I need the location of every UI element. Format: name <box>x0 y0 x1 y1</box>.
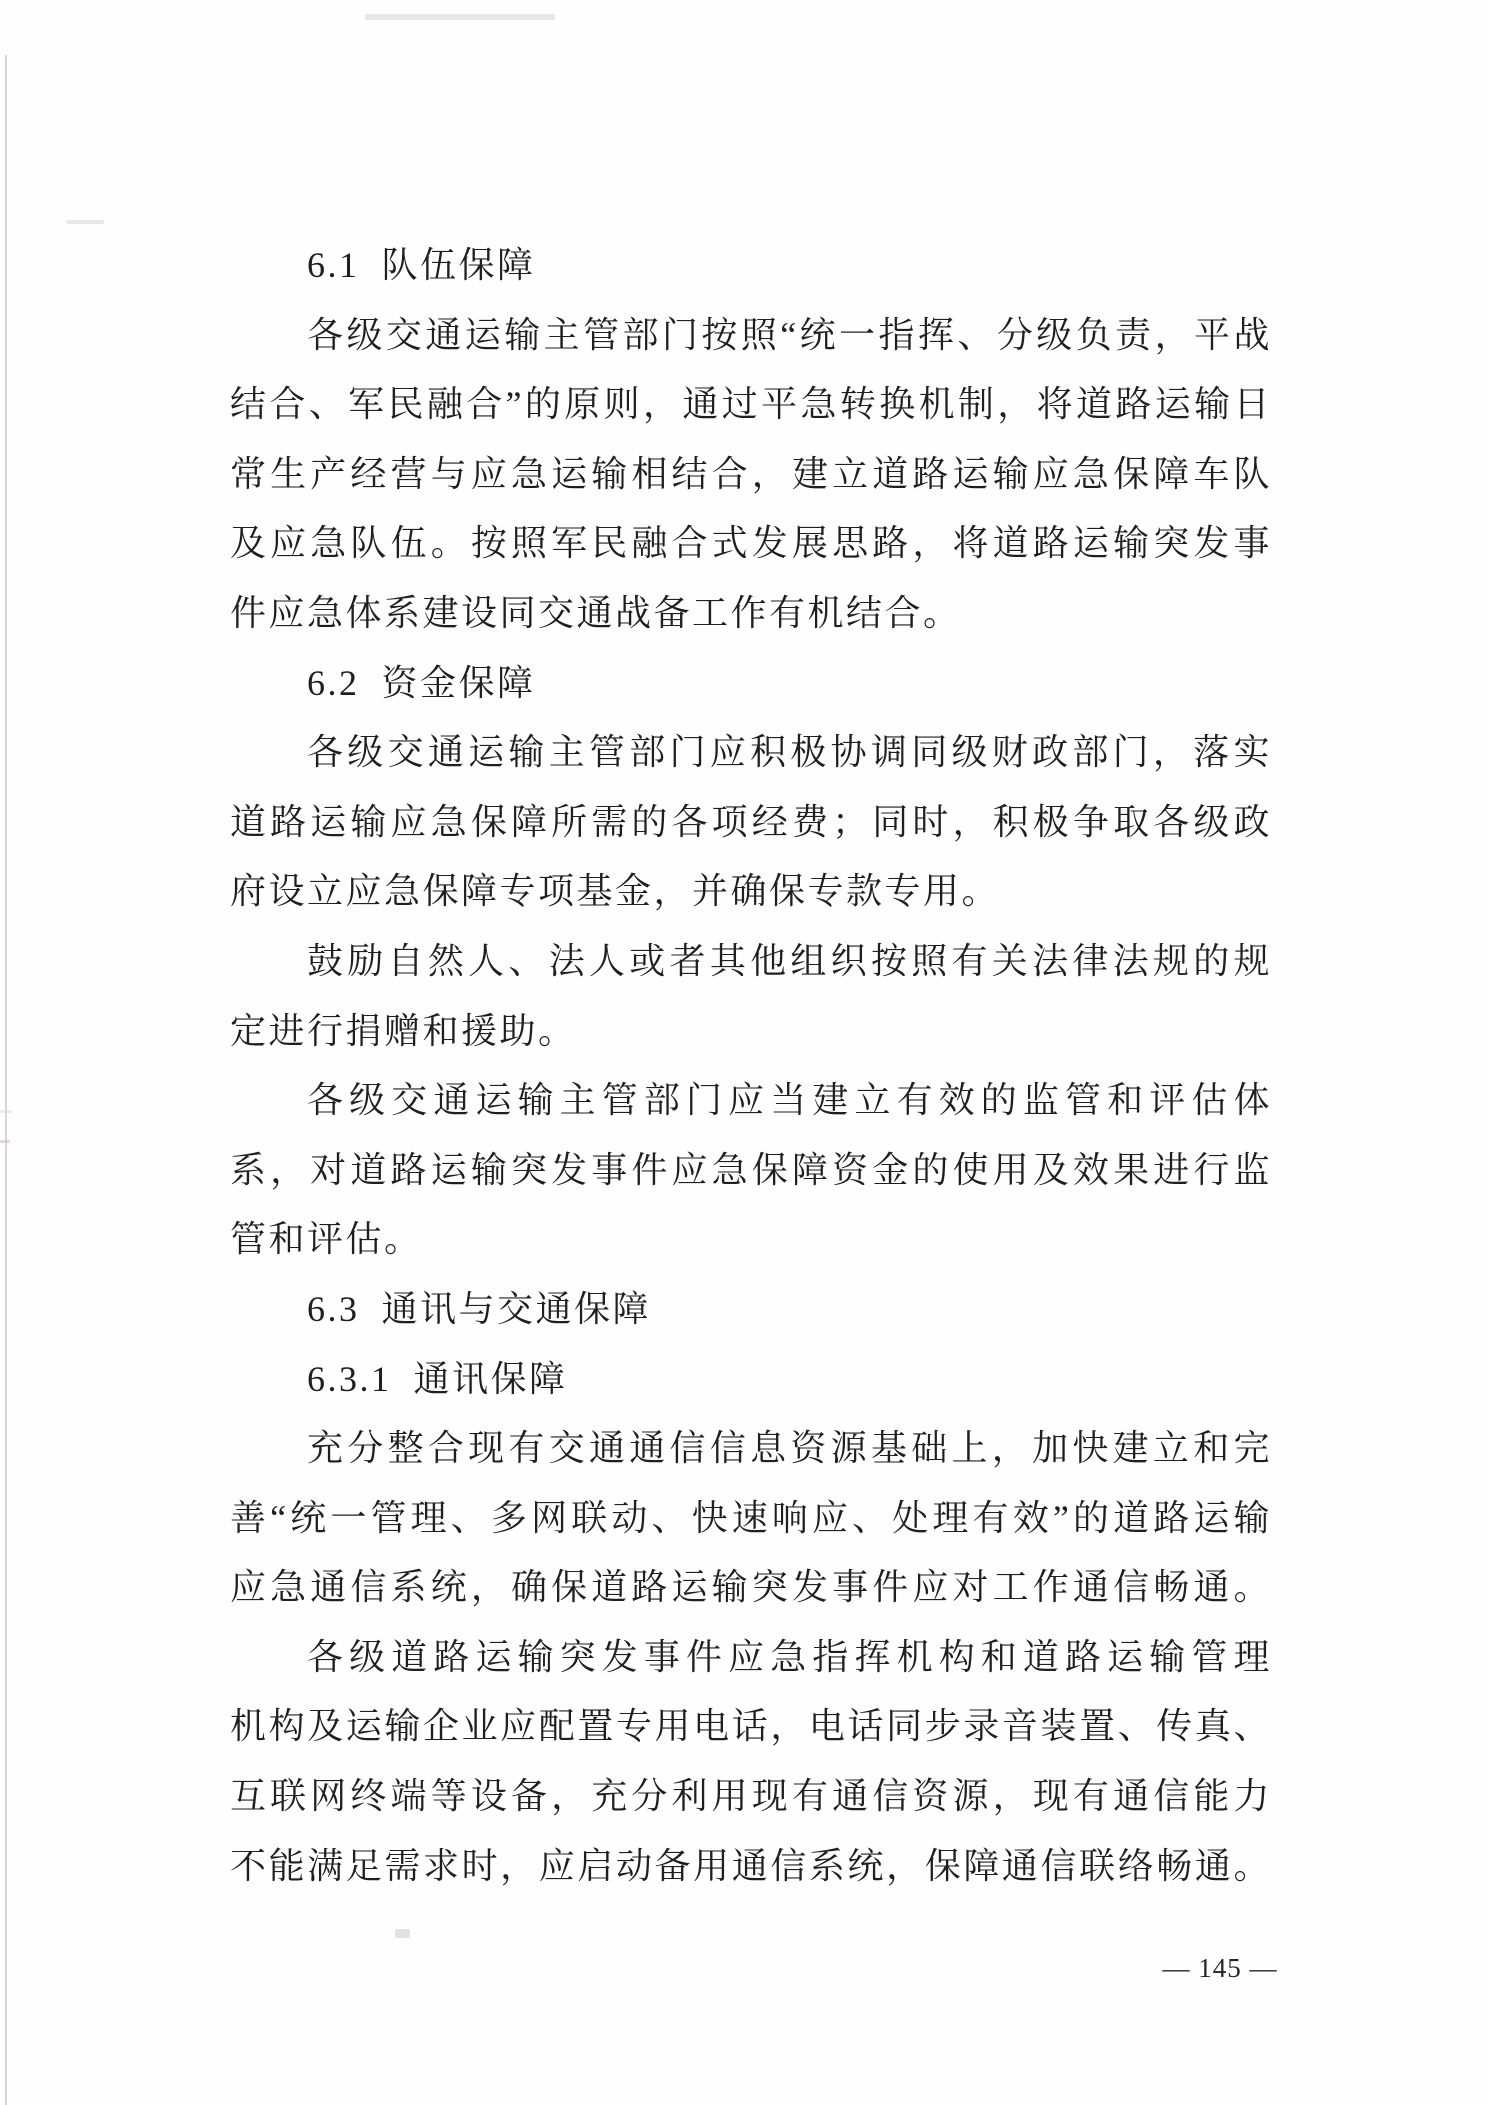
section-number: 6.3.1 <box>307 1358 392 1399</box>
section-heading <box>230 1345 1272 1415</box>
paragraph-line: 系，对道路运输突发事件应急保障资金的使用及效果进行监 <box>230 1149 1272 1190</box>
section-heading <box>230 231 1272 301</box>
scan-artifact-smudge <box>0 1110 12 1113</box>
paragraph-line: 常生产经营与应急运输相结合，建立道路运输应急保障车队 <box>230 453 1272 494</box>
section-title: 资金保障 <box>381 662 536 703</box>
paragraph-line: 各级交通运输主管部门应积极协调同级财政部门，落实 <box>307 732 1272 773</box>
scan-artifact-smudge <box>365 14 555 20</box>
paragraph-line: 互联网终端等设备，充分利用现有通信资源，现有通信能力 <box>230 1776 1272 1817</box>
page-number: — 145 — <box>1162 1953 1278 1983</box>
section-title: 队伍保障 <box>381 245 536 285</box>
paragraph-line: 各级交通运输主管部门应当建立有效的监管和评估体 <box>307 1080 1272 1121</box>
section-heading <box>230 649 1272 719</box>
paragraph-line: 不能满足需求时，应启动备用通信系统，保障通信联络畅通。 <box>230 1845 1272 1886</box>
scan-artifact-smudge <box>66 220 104 224</box>
section-heading <box>230 1275 1272 1345</box>
section-title: 通讯与交通保障 <box>381 1288 652 1329</box>
section-number: 6.1 <box>307 245 360 285</box>
paragraph-line: 机构及运输企业应配置专用电话，电话同步录音装置、传真、 <box>230 1706 1272 1747</box>
paragraph-line: 管和评估。 <box>230 1219 423 1260</box>
section-number: 6.2 <box>307 662 360 703</box>
paragraph-line: 充分整合现有交通通信信息资源基础上，加快建立和完 <box>307 1428 1272 1469</box>
paragraph-line: 鼓励自然人、法人或者其他组织按照有关法律法规的规 <box>307 940 1272 981</box>
paragraph-line: 善“统一管理、多网联动、快速响应、处理有效”的道路运输 <box>230 1497 1272 1538</box>
text-column <box>230 231 1272 1901</box>
paragraph-line: 及应急队伍。按照军民融合式发展思路，将道路运输突发事 <box>230 523 1272 564</box>
paragraph-line: 定进行捐赠和援助。 <box>230 1010 577 1051</box>
paragraph-line: 件应急体系建设同交通战备工作有机结合。 <box>230 592 962 633</box>
paragraph-line: 府设立应急保障专项基金，并确保专款专用。 <box>230 871 1001 912</box>
paragraph-line: 结合、军民融合”的原则，通过平急转换机制，将道路运输日 <box>230 384 1272 425</box>
paragraph-line: 各级道路运输突发事件应急指挥机构和道路运输管理 <box>307 1636 1272 1677</box>
scan-artifact-smudge <box>0 1140 10 1143</box>
section-title: 通讯保障 <box>413 1358 568 1399</box>
paragraph-line: 道路运输应急保障所需的各项经费；同时，积极争取各级政 <box>230 801 1272 842</box>
scan-artifact-smudge <box>395 1929 410 1938</box>
scan-artifact-edge-line <box>5 55 7 2105</box>
paragraph-line: 应急通信系统，确保道路运输突发事件应对工作通信畅通。 <box>230 1567 1272 1608</box>
section-number: 6.3 <box>307 1288 360 1329</box>
paragraph-line: 各级交通运输主管部门按照“统一指挥、分级负责，平战 <box>307 314 1272 355</box>
